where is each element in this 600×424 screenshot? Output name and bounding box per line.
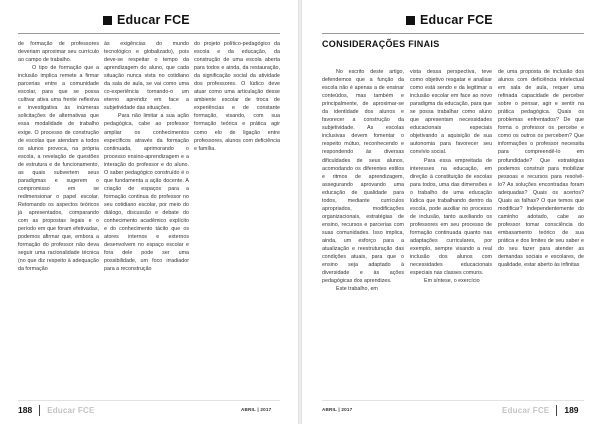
text-column-2 [104,40,189,273]
footer-title: Educar FCE [502,405,550,415]
text-column-2 [410,68,492,285]
paragraph: O tipo de formação que a inclusão implica remete a firmar parcerias entre a comunidade escolar, para que se possa cultivar ativa uma frente reflexiva e investigativa às inúmeras solicitações de alternativas que essa modalidade de trabalho exige. O processo de construção de escolas que atendam a todos os alunos provoca, na própria escola, a revelação de questões de estrutura e de funcionamento, as quais subvertem seus paradigmas e sugerem o compromisso em se redimensionar o papel escolar. Retomando os aspectos teóricos já apresentados, comparando com as propostas legais e o período em que foram efetivadas, podemos afirmar que, embora a formação do professor não deva seguir uma racionalidade técnica (no que diz respeito à adequação da formação [18,65,99,273]
masthead [406,12,493,28]
paragraph: Este trabalho, em [336,286,378,293]
issue-date: ABRIL | 2017 [241,407,272,412]
paragraph: às exigências do mundo tecnológico e globalizado), pois deve-se respeitar o tempo da aprendizagem do aluno, que cada situação nunca vista no cotidiano da sala de aula, se vai como uma co-experiência tornando-o um eterno aprendiz em face a subjetividade das situações. [104,41,189,112]
paragraph: No escrito deste artigo, defendemos que a função da escola não é apenas a de ensinar conteúdos, mas também e principalmente, de aproximar-se da identidade dos alunos e favorecer a construção da subjetividade. As escolas inclusivas devem fomentar o respeito mútuo, reconhecendo e respondendo às diversas dificuldades de seus alunos, acomodando os diferentes estilos e ritmos de aprendizagem, assegurando aprovando uma educação de qualidade para todos, mediante currículos apropriados, modificações organizacionais, estratégias de ensino, recursos e parcerias com suas comunidades. Isso implica, ainda, um esforço para a atualização e reestruturação das condições atuais, para que o ensino seja adaptado à diversidade e às ações pedagógicas dos aprendizes. [322,69,404,285]
page-number: 188 [18,405,33,415]
square-bullet-icon [406,16,415,25]
text-column-1 [322,68,404,293]
text-column-1 [18,40,99,273]
paragraph: Em síntese, o exercício [424,278,480,285]
paragraph: de formação de professores deveriam aproximar seu currículo ao campo de trabalho. [18,41,99,64]
paragraph: de uma proposta de inclusão dos alunos com deficiência intelectual em sala de aula, requer uma refinada capacidade de perceber sobre o pensar, agir e sentir na prática pedagógica. Quais os problemas enfrentados? De que forma o professor os percebe e como os outros os percebem? Que informações o professor necessita para compreendê-lo em profundidade? Que estratégias podemos construir para mobilizar pessoas e recursos para resolvê-lo? As soluções encontradas foram adequadas? Quais os acertos? Quais as falhas? O que temos que modificar? Independentemente do caminho adotado, cabe ao professor tomar consciência do embasamento teórico de sua prática e dos limites de seu saber e do seu fazer para atender as demandas sociais e escolares, de qualidade, estar aberto às infinitas [498,69,584,269]
left-page [0,0,298,424]
footer [18,403,95,417]
right-page [302,0,600,424]
issue-date: ABRIL | 2017 [322,407,353,412]
footer-rule [18,400,280,401]
journal-title: Educar FCE [117,13,190,27]
masthead [103,12,190,28]
footer-divider [39,405,40,416]
footer-title: Educar FCE [47,405,95,415]
page-number: 189 [564,405,579,415]
text-column-3 [498,68,584,269]
square-bullet-icon [103,16,112,25]
section-heading: CONSIDERAÇÕES FINAIS [322,39,440,49]
text-column-3 [194,40,280,153]
header-rule [18,33,280,34]
header-rule [322,33,584,34]
paragraph: Para essa empreitada de interesses na educação, em direção à constituição de escolas para todos, uma das dimensões e o trabalho de uma educação lúdica que trabalhando dentro da escola, pode auxiliar no processo de inclusão, tanto auxiliando os professores em seu processo de formação continuada quanto nas adaptações curriculares, por exemplo, sempre visando a real inclusão dos alunos com necessidades educacionais especiais nas classes comuns. [410,157,492,277]
paragraph: do projeto político-pedagógico da escola e da educação, da construção de uma escola aberta para todos e ainda, da restauração, da significação social da atividade dos professores. O lúdico deve atuar como uma articulação desse ambiente escolar de troca de experiências e de constante formação, visando, com sua formação teórica e prática agir como elo de ligação entre professores, alunos com deficiência e família. [194,41,280,152]
footer-rule [322,400,584,401]
paragraph: vista dessa perspectiva, teve como objetivo resgatar e analisar como está sendo e da legitimar a inclusão escolar em face ao novo paradigma da educação, para que se possa trabalhar como aluno que apresentam necessidades educacionais especiais objetivando a aquisição de sua autonomia para favorecer seu convívio social. [410,69,492,156]
paragraph: Para não limitar a sua ação pedagógica, cabe ao professor ampliar os conhecimentos específicos através da formação continuada, aprimorando o processo ensino-aprendizagem e a interação do professor e do aluno. O saber pedagógico construído é o que fundamenta a ação docente. A criação de espaços para a formação continua do professor no seu cotidiano escolar, por meio do diálogo, discussão e debate do conhecimento acadêmico explícito e do conhecimento tácito que os atores internos e externos desenvolvem no espaço escolar e fora dele pode ser uma possibilidade, um foco irradiador para a reconstrução [104,113,189,273]
journal-title: Educar FCE [420,13,493,27]
footer-divider [556,405,557,416]
footer [502,403,579,417]
